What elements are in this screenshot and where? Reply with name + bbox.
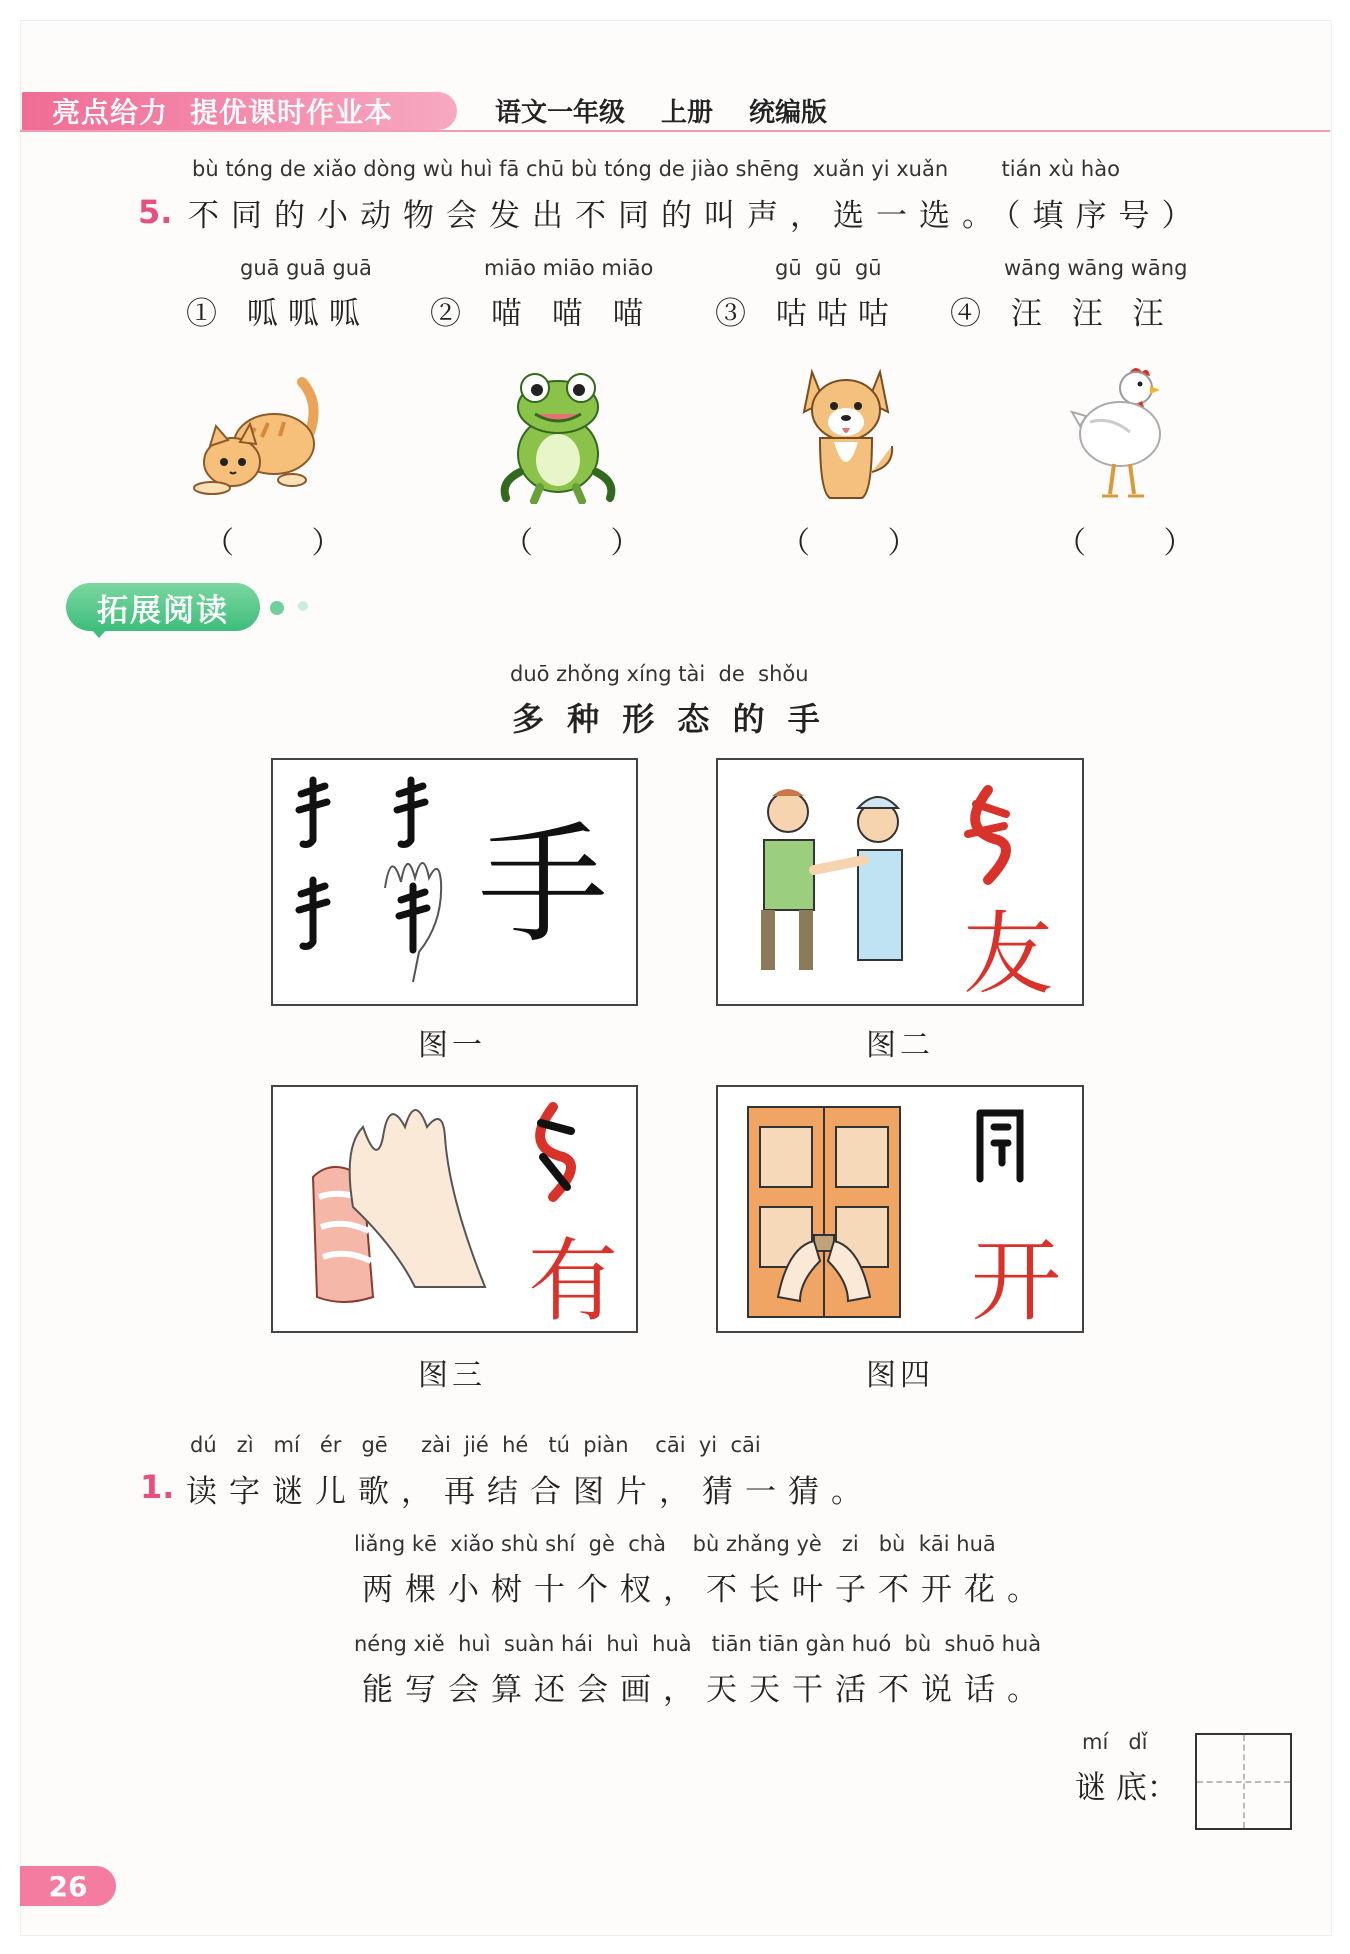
figure-2-panel: [716, 758, 1084, 1006]
answer-blank-dog[interactable]: （ ）: [780, 526, 952, 561]
riddle-line-1-pinyin: liǎng kē xiǎo shù shí gè chà bù zhǎng yè zi bù kāi huā: [354, 1532, 996, 1556]
figure-2-modern-glyph: 友: [963, 902, 1053, 1004]
figure-3-modern-glyph: 有: [528, 1229, 618, 1331]
brand-series: 提优课时作业本: [190, 96, 394, 129]
decor-dot: [270, 601, 284, 615]
answer-blank-cat[interactable]: （ ）: [204, 526, 376, 561]
hands-opening-door-scene: [718, 1087, 1082, 1331]
header-book-info: [495, 92, 827, 129]
riddle-line-2-pinyin: néng xiě huì suàn hái huì huà tiān tiān gàn huó bù shuō huà: [354, 1632, 1042, 1656]
figure-1-panel: [271, 758, 638, 1006]
answer-label: 谜 底：: [1075, 1770, 1178, 1806]
q1-text: 读字谜儿歌，再结合图片，猜一猜。: [186, 1474, 874, 1510]
option-2-pinyin: miāo miāo miāo: [484, 256, 654, 280]
hand-ancient-glyphs: [273, 760, 636, 1004]
chicken-illustration: [1070, 362, 1176, 504]
extension-title: 多 种 形 态 的 手: [512, 700, 826, 738]
decor-dot: [298, 601, 308, 611]
answer-writing-grid[interactable]: [1195, 1733, 1292, 1830]
q5-number: 5.: [138, 193, 173, 231]
volume-label: 上册: [661, 98, 714, 128]
figure-3-panel: [271, 1085, 638, 1333]
figure-4-panel: [716, 1085, 1084, 1333]
figure-2-caption: 图二: [866, 1028, 934, 1063]
q1-pinyin: dú zì mí ér gē zài jié hé tú piàn cāi yi cāi: [190, 1433, 761, 1457]
hand-holding-meat-scene: [273, 1087, 636, 1331]
option-4-label: ④ 汪 汪 汪: [950, 296, 1174, 332]
dog-illustration: [790, 362, 902, 504]
figure-4-modern-glyph: 开: [971, 1229, 1061, 1331]
option-3-pinyin: gū gū gū: [775, 256, 882, 280]
brand-name: 亮点给力: [52, 96, 169, 129]
riddle-line-2: 能写会算还会画，天天干活不说话。: [362, 1672, 1050, 1708]
extension-reading-badge: 拓展阅读: [66, 583, 260, 631]
header-brand-banner: [22, 92, 457, 130]
figure-1-caption: 图一: [418, 1028, 486, 1063]
extension-title-pinyin: duō zhǒng xíng tài de shǒu: [510, 662, 809, 686]
header-divider: [20, 130, 1330, 132]
option-3-label: ③ 咕咕咕: [715, 296, 899, 332]
answer-pinyin: mí dǐ: [1082, 1730, 1148, 1754]
handshake-scene: [718, 760, 1082, 1004]
cat-illustration: [192, 362, 328, 504]
edition-label: 统编版: [749, 98, 828, 128]
q1-number: 1.: [140, 1468, 175, 1506]
figure-4-caption: 图四: [866, 1358, 934, 1393]
option-1-pinyin: guā guā guā: [240, 256, 372, 280]
riddle-line-1: 两棵小树十个杈，不长叶子不开花。: [362, 1572, 1050, 1608]
subject-label: 语文一年级: [495, 98, 626, 128]
q5-pinyin: bù tóng de xiǎo dòng wù huì fā chū bù tóng de jiào shēng xuǎn yi xuǎn tián xù hào: [192, 157, 1120, 181]
q5-text: 不同的小动物会发出不同的叫声，选一选。（填序号）: [188, 198, 1205, 234]
badge-pointer: [90, 628, 108, 638]
answer-blank-chicken[interactable]: （ ）: [1056, 526, 1228, 561]
option-2-label: ② 喵 喵 喵: [430, 296, 654, 332]
answer-blank-frog[interactable]: （ ）: [503, 526, 675, 561]
option-4-pinyin: wāng wāng wāng: [1004, 256, 1188, 280]
page-number: 26: [20, 1866, 116, 1906]
figure-3-caption: 图三: [418, 1358, 486, 1393]
option-1-label: ① 呱呱呱: [186, 296, 370, 332]
frog-illustration: [495, 362, 621, 504]
figure-1-modern-glyph: 手: [477, 809, 609, 961]
